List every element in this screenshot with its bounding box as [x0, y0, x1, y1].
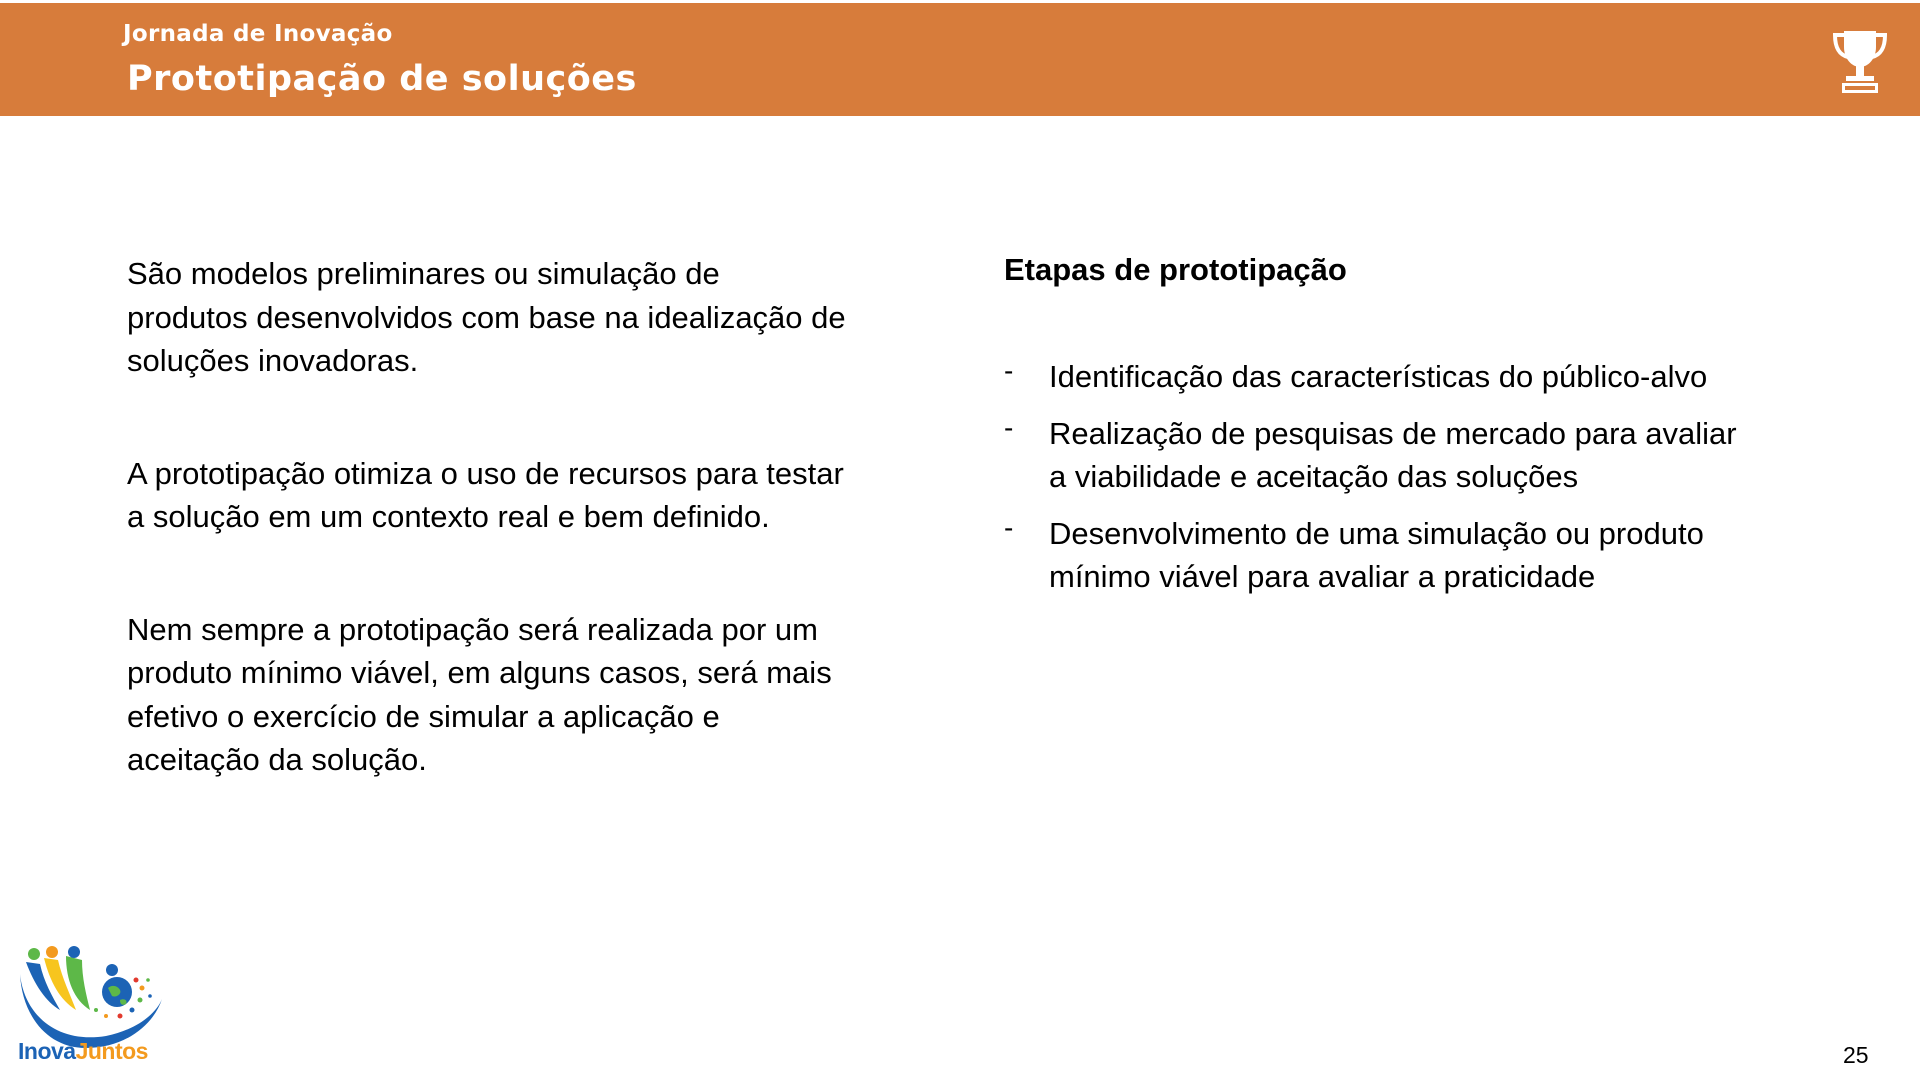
steps-list — [1004, 355, 1744, 599]
list-item — [1004, 412, 1744, 499]
list-item — [1004, 355, 1744, 399]
intro-paragraph: São modelos preliminares ou simulação de produtos desenvolvidos com base na idealização de soluções inovadoras. — [127, 256, 846, 378]
trophy-icon — [1832, 29, 1888, 95]
logo-word-juntos: Juntos — [75, 1038, 148, 1064]
dash-bullet: - — [1004, 511, 1014, 543]
steps-column — [1004, 248, 1744, 612]
dash-bullet: - — [1004, 355, 1014, 386]
page-number: 25 — [1843, 1042, 1869, 1068]
logo-word-inova: Inova — [18, 1038, 76, 1064]
intro-text-column — [127, 252, 847, 851]
list-item — [1004, 512, 1744, 599]
page-title: Prototipação de soluções — [127, 59, 637, 99]
steps-heading: Etapas de prototipação — [1004, 252, 1347, 287]
intro-paragraph: Nem sempre a prototipação será realizada por um produto mínimo viável, em alguns casos, será mais efetivo o exercício de simular a aplicação e aceitação da solução. — [127, 611, 832, 777]
logo-wordmark — [18, 1038, 148, 1065]
list-item-text: Identificação das características do público-alvo — [1049, 359, 1708, 394]
intro-paragraph: A prototipação otimiza o uso de recursos para testar a solução em um contexto real e bem definido. — [127, 455, 844, 534]
list-item-text: Realização de pesquisas de mercado para avaliar a viabilidade e aceitação das soluções — [1049, 415, 1737, 494]
header-kicker: Jornada de Inovação — [123, 21, 393, 47]
header-bar — [0, 3, 1920, 116]
dash-bullet: - — [1004, 411, 1014, 443]
list-item-text: Desenvolvimento de uma simulação ou produto mínimo viável para avaliar a praticidade — [1049, 515, 1704, 594]
